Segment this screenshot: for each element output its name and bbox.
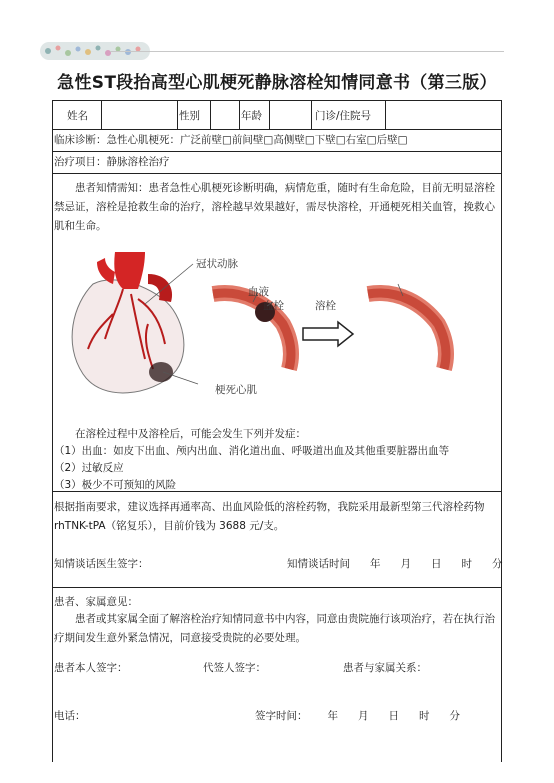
- sign-minute-label: 分: [449, 710, 460, 722]
- signature-time[interactable]: [255, 708, 460, 723]
- sign-day-label: 日: [388, 710, 399, 722]
- sign-hour-label: 时: [419, 710, 430, 722]
- phone-label[interactable]: 电话：: [54, 710, 86, 722]
- guideline-section: [53, 491, 501, 588]
- name-field[interactable]: [102, 101, 177, 129]
- name-label: 姓名: [67, 109, 88, 122]
- patient-info-row: [53, 101, 501, 129]
- opinion-label: 患者、家属意见：: [54, 596, 138, 608]
- opinion-section: [53, 587, 501, 764]
- coronary-artery-label: 冠状动脉: [196, 258, 238, 270]
- complications-intro: 在溶栓过程中及溶栓后，可能会发生下列并发症：: [75, 428, 306, 440]
- consent-form-table: [52, 100, 502, 762]
- diagnosis-row: [53, 129, 501, 152]
- minute-label: 分: [492, 558, 503, 570]
- age-label: 年龄: [241, 109, 262, 122]
- relationship-label[interactable]: 患者与家属关系：: [343, 662, 427, 674]
- clot-label: 血栓: [263, 300, 284, 312]
- guideline-text: 根据指南要求，建议选择再通率高、出血风险低的溶栓药物，我院采用最新型第三代溶栓药物 rhTNK-tPA（铭复乐），目前价钱为 3688 元/支。: [54, 501, 485, 532]
- record-number-field[interactable]: [386, 101, 501, 129]
- doctor-signature-label: 知情谈话医生签字：: [54, 558, 149, 570]
- age-field[interactable]: [270, 101, 311, 129]
- sign-month-label: 月: [358, 710, 369, 722]
- treatment-text: 治疗项目：静脉溶栓治疗: [54, 156, 170, 168]
- heart-thrombolysis-illustration: [53, 244, 501, 404]
- diagnosis-text: 临床诊断：急性心肌梗死：广泛前壁□前间壁□高侧壁□下壁□右室□后壁□: [54, 134, 408, 146]
- notice-section: [53, 173, 501, 492]
- patient-signature-label[interactable]: 患者本人签字：: [54, 662, 128, 674]
- header-line: [110, 51, 504, 52]
- opinion-text: 患者或其家属全面了解溶栓治疗知情同意书中内容，同意由贵院施行该项治疗，若在执行治疗期间发生意外紧急情况，同意接受贵院的必要处理。: [54, 613, 495, 644]
- signature-time-label: 签字时间：: [255, 710, 308, 722]
- blood-label: 血液: [248, 286, 269, 298]
- day-label: 日: [431, 558, 442, 570]
- talk-time-label: 知情谈话时间: [287, 558, 350, 570]
- doctor-talk-time[interactable]: [287, 556, 503, 571]
- hour-label: 时: [461, 558, 472, 570]
- year-label: 年: [370, 558, 381, 570]
- notice-text: 患者知情需知：患者急性心肌梗死诊断明确，病情危重，随时有生命危险，目前无明显溶栓禁忌证，溶栓是抢救生命的治疗，溶栓越早效果越好，需尽快溶栓，开通梗死相关血管，挽救心肌和生命。: [54, 182, 495, 232]
- page-title: 急性ST段抬高型心肌梗死静脉溶栓知情同意书（第三版）: [57, 73, 497, 93]
- gender-field[interactable]: [211, 101, 239, 129]
- thrombolysis-label: 溶栓: [315, 300, 336, 312]
- complication-item-3: （3）极少不可预知的风险: [54, 479, 177, 491]
- treatment-row: [53, 151, 501, 174]
- sign-year-label: 年: [327, 710, 338, 722]
- gender-label: 性别: [179, 109, 200, 122]
- complication-item-1: （1）出血：如皮下出血、颅内出血、消化道出血、呼吸道出血及其他重要脏器出血等: [54, 445, 450, 457]
- record-number-label: 门诊/住院号: [315, 109, 372, 122]
- complication-item-2: （2）过敏反应: [54, 462, 124, 474]
- month-label: 月: [400, 558, 411, 570]
- infarct-myocardium-label: 梗死心肌: [215, 384, 257, 396]
- proxy-signature-label[interactable]: 代签人签字：: [203, 662, 266, 674]
